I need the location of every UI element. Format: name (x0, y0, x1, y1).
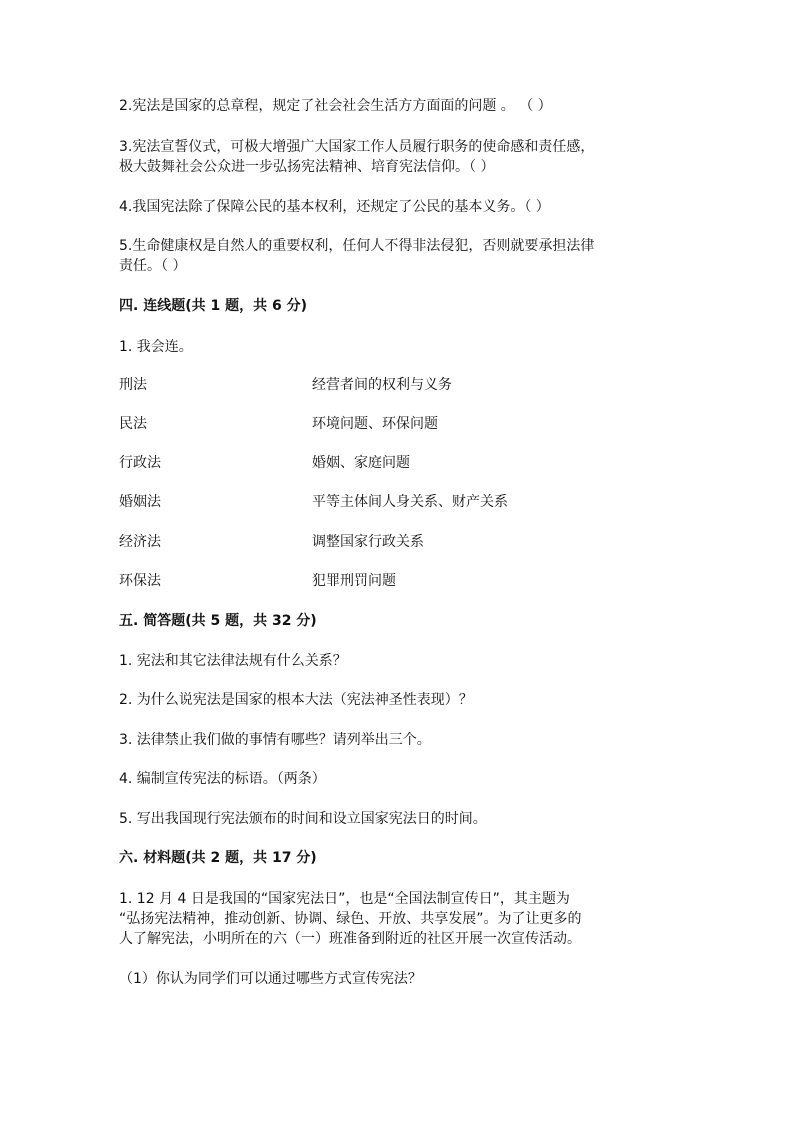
judgement-item-3-line-2: 极大鼓舞社会公众进一步弘扬宪法精神、培育宪法信仰。（ ） (119, 159, 495, 175)
matching-right-1: 经营者间的权利与义务 (312, 377, 452, 393)
material-sub-question-1: （1）你认为同学们可以通过哪些方式宣传宪法？ (119, 971, 422, 987)
section-6-heading: 六. 材料题(共 2 题，共 17 分) (119, 850, 317, 866)
matching-right-4: 平等主体间人身关系、财产关系 (312, 494, 508, 510)
matching-left-5: 经济法 (119, 534, 161, 550)
short-answer-question-2: 2. 为什么说宪法是国家的根本大法（宪法神圣性表现）？ (119, 692, 473, 708)
judgement-item-5-line-2: 责任。（ ） (119, 258, 187, 274)
matching-left-6: 环保法 (119, 573, 161, 589)
short-answer-question-5: 5. 写出我国现行宪法颁布的时间和设立国家宪法日的时间。 (119, 811, 487, 827)
judgement-item-4: 4.我国宪法除了保障公民的基本权利，还规定了公民的基本义务。（ ） (119, 199, 550, 215)
matching-left-3: 行政法 (119, 455, 161, 471)
material-line-1: 1. 12 月 4 日是我国的“国家宪法日”，也是“全国法制宣传日”，其主题为 (119, 891, 570, 907)
short-answer-question-1: 1. 宪法和其它法律法规有什么关系？ (119, 653, 347, 669)
short-answer-question-3: 3. 法律禁止我们做的事情有哪些？请列举出三个。 (119, 732, 431, 748)
matching-right-3: 婚姻、家庭问题 (312, 455, 410, 471)
section-5-heading: 五. 简答题(共 5 题，共 32 分) (119, 613, 317, 629)
matching-left-4: 婚姻法 (119, 494, 161, 510)
judgement-item-3-line-1: 3.宪法宣誓仪式，可极大增强广大国家工作人员履行职务的使命感和责任感， (119, 139, 595, 155)
matching-left-1: 刑法 (119, 377, 147, 393)
section-4-heading: 四. 连线题(共 1 题，共 6 分) (119, 298, 307, 314)
material-line-3: 人了解宪法，小明所在的六（一）班准备到附近的社区开展一次宣传活动。 (119, 931, 581, 947)
matching-question: 1. 我会连。 (119, 339, 193, 355)
judgement-item-5-line-1: 5.生命健康权是自然人的重要权利，任何人不得非法侵犯，否则就要承担法律 (119, 238, 595, 254)
material-line-2: “弘扬宪法精神，推动创新、协调、绿色、开放、共享发展”。为了让更多的 (119, 911, 582, 927)
judgement-item-2: 2.宪法是国家的总章程，规定了社会社会生活方方面面的问题 。 （ ） (119, 98, 552, 114)
matching-right-6: 犯罪刑罚问题 (312, 573, 396, 589)
matching-right-2: 环境问题、环保问题 (312, 416, 438, 432)
matching-right-5: 调整国家行政关系 (312, 534, 424, 550)
short-answer-question-4: 4. 编制宣传宪法的标语。（两条） (119, 771, 326, 787)
matching-left-2: 民法 (119, 416, 147, 432)
